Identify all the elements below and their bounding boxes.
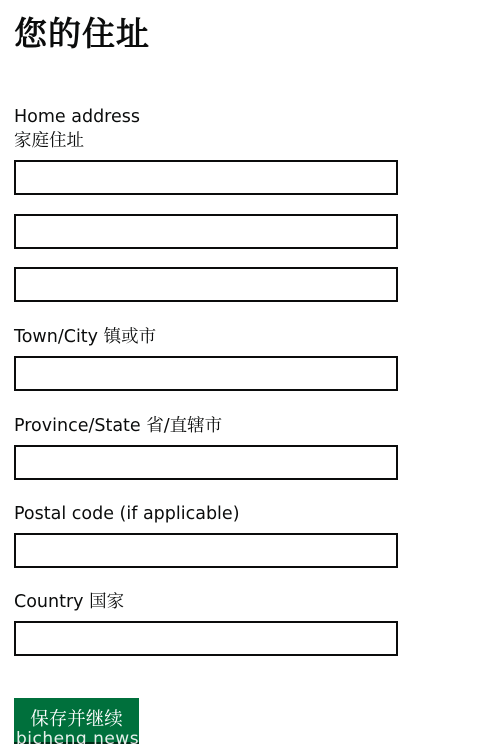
country-input[interactable] xyxy=(14,621,398,656)
postal-code-label: Postal code (if applicable) xyxy=(14,504,240,524)
save-and-continue-button[interactable]: 保存并继续 xyxy=(14,698,139,742)
home-address-label-english: Home address xyxy=(14,107,140,127)
province-state-input[interactable] xyxy=(14,445,398,480)
page-title: 您的住址 xyxy=(14,14,150,53)
province-state-label: Province/State 省/直辖市 xyxy=(14,416,223,436)
home-address-label xyxy=(14,105,140,153)
watermark-text: bicheng news xyxy=(16,729,140,749)
postal-code-input[interactable] xyxy=(14,533,398,568)
town-city-input[interactable] xyxy=(14,356,398,391)
home-address-label-chinese: 家庭住址 xyxy=(14,131,84,151)
country-label: Country 国家 xyxy=(14,592,125,612)
address-line-1-input[interactable] xyxy=(14,160,398,195)
town-city-label: Town/City 镇或市 xyxy=(14,327,157,347)
address-line-2-input[interactable] xyxy=(14,214,398,249)
address-line-3-input[interactable] xyxy=(14,267,398,302)
